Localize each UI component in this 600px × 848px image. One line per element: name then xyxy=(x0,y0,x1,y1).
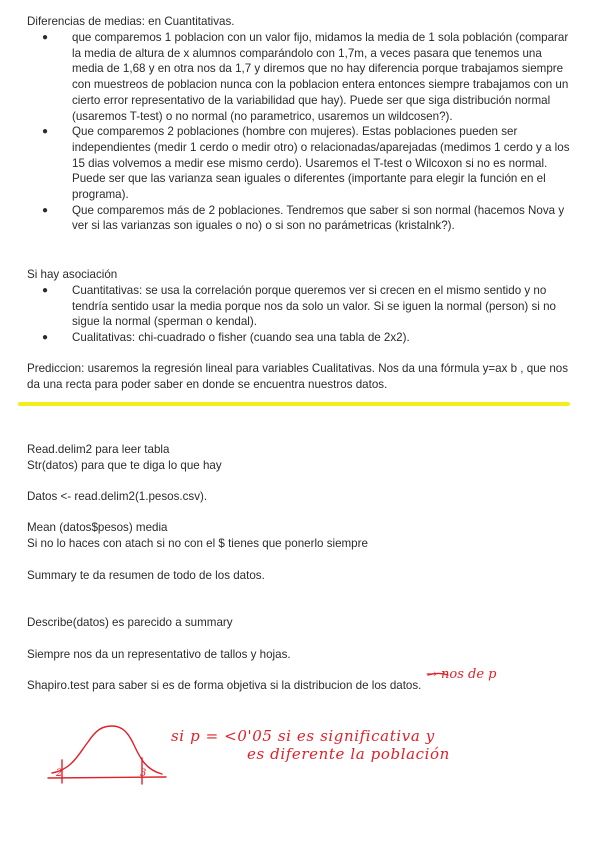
prediccion-line-1: Prediccion: usaremos la regresión lineal para variables Cualitativas. Nos da una fórmula y=ax b , que nos xyxy=(27,362,569,375)
note-str: Str(datos) para que te diga lo que hay xyxy=(27,459,222,472)
note-shapiro: Shapiro.test para saber si es de forma objetiva si la distribucion de los datos. xyxy=(27,679,422,692)
list-item: ● Cualitativas: chi-cuadrado o fisher (cuando sea una tabla de 2x2). xyxy=(42,331,410,345)
note-tallos-hojas: Siempre nos da un representativo de tallos y hojas. xyxy=(27,648,291,661)
note-summary: Summary te da resumen de todo de los datos. xyxy=(27,569,265,582)
handwritten-note-p: → nos de p xyxy=(426,667,497,682)
note-describe: Describe(datos) es parecido a summary xyxy=(27,616,233,629)
bullet-icon: ● xyxy=(42,285,49,296)
note-mean: Mean (datos$pesos) media xyxy=(27,521,168,534)
bullet-icon: ● xyxy=(42,204,49,216)
normal-curve-icon xyxy=(52,726,162,774)
arrow-underline xyxy=(428,674,448,676)
bullet-icon: ● xyxy=(42,32,49,43)
handwritten-line-1: si p = <0'05 si es significativa y xyxy=(171,727,435,745)
list-item: ● Que comparemos 2 poblaciones (hombre con mujeres). Estas poblaciones pueden ser independientes (medir 1 cerdo o medir otro) o relacionadas/aparejadas (medimos 1 cerdo y a los 15 dias volvemos a medir ese mismo cerdo). Usaremos el T-test o Wilcoxon si no es normal. Puede ser que las varianza sean iguales o diferentes (importante para elegir la función en el programa). xyxy=(42,125,570,202)
bullet-icon: ● xyxy=(42,332,49,344)
curve-left-mark: 2 xyxy=(56,768,63,779)
curve-right-mark: 3 xyxy=(140,768,147,779)
list-item: ● que comparemos 1 poblacion con un valor fijo, midamos la media de 1 sola población (comparar la media de altura de x alumnos comparándolo con 1,7m, a veces pasara que tenemos una media de 1,68 y en otra nos da 1,7 y diremos que no hay diferencia porque trabajamos siempre con muestreos de poblacion nunca con la poblacion entera entonces siempre trabajamos con un cierto error representativo de la variabilidad que hay). Puede ser que siga distribución normal (usaremos T-test) o no normal (no parametrico, usaremos un wildcosen?). xyxy=(42,31,569,123)
prediccion-line-2: da una recta para poder saber en donde se encuentra nuestros datos. xyxy=(27,378,388,391)
list-item: ● Que comparemos más de 2 poblaciones. Tendremos que saber si son normal (hacemos Nova y ver si las varianzas son iguales o no) o si son no parámetricas (kristalnk?). xyxy=(42,203,565,233)
list-item: ● Cuantitativas: se usa la correlación porque queremos ver si crecen en el mismo sentido y no tendría sentido usar la media porque nos da solo un valor. Si se iguen la normal (person) si no sigue la normal (sperman o kendal). xyxy=(42,284,556,329)
yellow-highlight-divider xyxy=(18,402,570,406)
handwritten-line-2: es diferente la población xyxy=(247,745,450,763)
bullet-list-diferencias xyxy=(42,30,570,234)
bullet-list-asociacion xyxy=(42,283,570,346)
note-read-delim: Read.delim2 para leer tabla xyxy=(27,443,170,456)
note-atach: Si no lo haces con atach si no con el $ tienes que ponerlo siempre xyxy=(27,537,368,550)
note-datos: Datos <- read.delim2(1.pesos.csv). xyxy=(27,490,208,503)
curve-baseline xyxy=(48,777,166,778)
section-heading-asociacion: Si hay asociación xyxy=(27,268,118,281)
bullet-icon: ● xyxy=(42,126,49,138)
section-heading-diferencias: Diferencias de medias: en Cuantitativas. xyxy=(27,15,235,28)
